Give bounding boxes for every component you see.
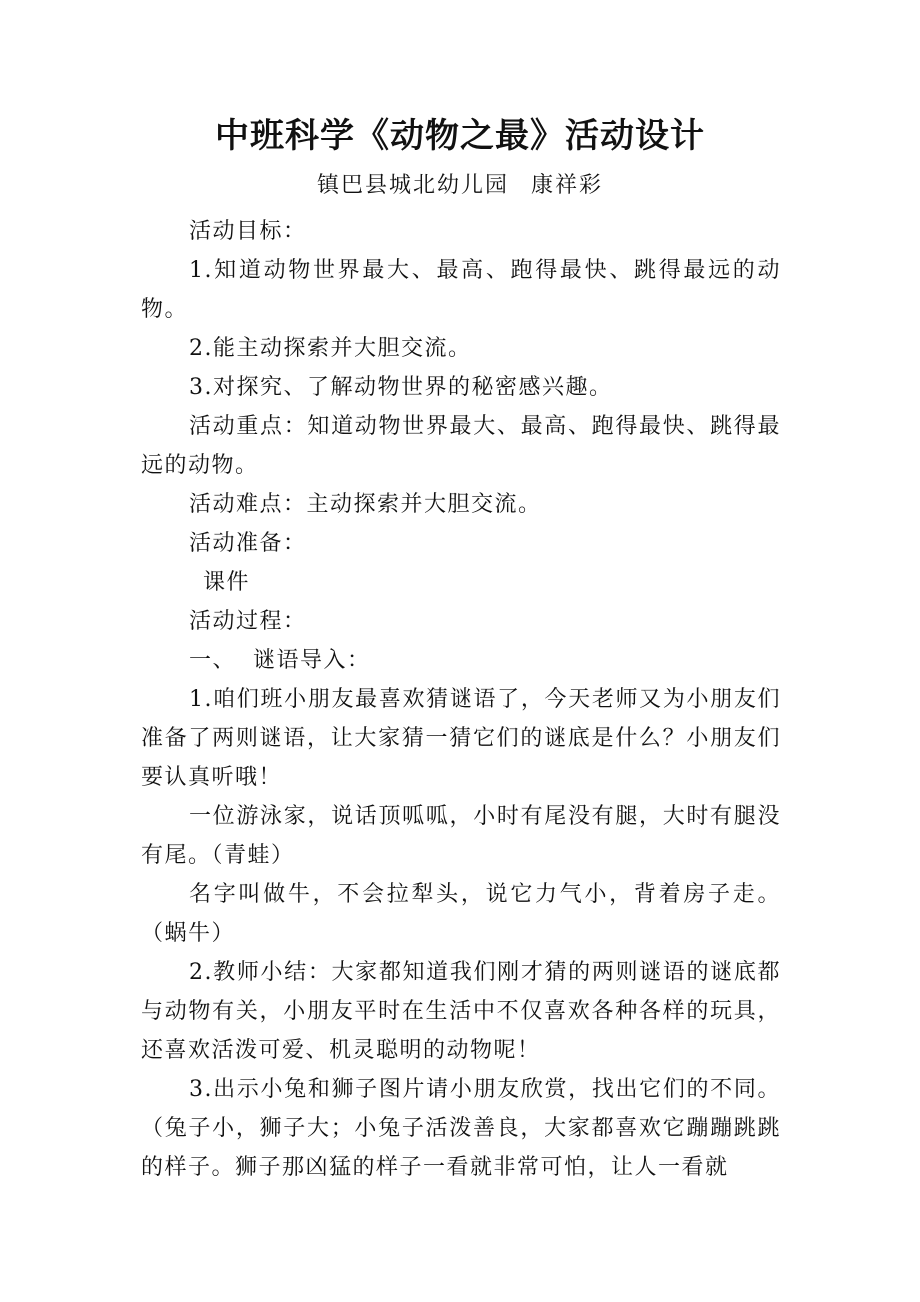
- paragraph-process-heading: 活动过程：: [189, 609, 307, 634]
- author-line: [0, 168, 920, 204]
- paragraph-key-points: 活动重点：知道动物世界最大、最高、跑得最快、跳得最远的动物。: [141, 414, 781, 478]
- paragraph-step-2: 2.教师小结：大家都知道我们刚才猜的两则谜语的谜底都与动物有关，小朋友平时在生活中不仅喜欢各种各样的玩具，还喜欢活泼可爱、机灵聪明的动物呢！: [141, 960, 781, 1063]
- paragraph-goal-3: 3.对探究、了解动物世界的秘密感兴趣。: [189, 375, 613, 400]
- author-org: 镇巴县城北幼儿园: [316, 173, 509, 198]
- paragraph-section-1-heading: 一、 谜语导入：: [189, 648, 371, 673]
- paragraph-goal-2: 2.能主动探索并大胆交流。: [189, 336, 472, 361]
- paragraph-preparation-item: 课件: [203, 570, 251, 595]
- paragraph-goals-heading: 活动目标：: [189, 219, 307, 244]
- paragraph-riddle-1: 一位游泳家，说话顶呱呱，小时有尾没有腿，大时有腿没有尾。（青蛙）: [141, 804, 781, 868]
- paragraph-goal-1: 1.知道动物世界最大、最高、跑得最快、跳得最远的动物。: [141, 258, 781, 322]
- paragraph-step-3: 3.出示小兔和狮子图片请小朋友欣赏，找出它们的不同。（兔子小，狮子大；小兔子活泼善良，大家都喜欢它蹦蹦跳跳的样子。狮子那凶猛的样子一看就非常可怕，让人一看就: [141, 1077, 781, 1180]
- paragraph-difficulties: 活动难点：主动探索并大胆交流。: [189, 492, 542, 517]
- paragraph-step-1: 1.咱们班小朋友最喜欢猜谜语了，今天老师又为小朋友们准备了两则谜语，让大家猜一猜它们的谜底是什么？小朋友们要认真听哦！: [141, 687, 781, 790]
- paragraph-riddle-2: 名字叫做牛，不会拉犁头，说它力气小，背着房子走。（蜗牛）: [141, 882, 781, 946]
- document-body: [141, 212, 781, 1187]
- paragraph-preparation-heading: 活动准备：: [189, 531, 307, 556]
- author-name: 康祥彩: [531, 173, 604, 198]
- document-title: 中班科学《动物之最》活动设计: [215, 116, 705, 156]
